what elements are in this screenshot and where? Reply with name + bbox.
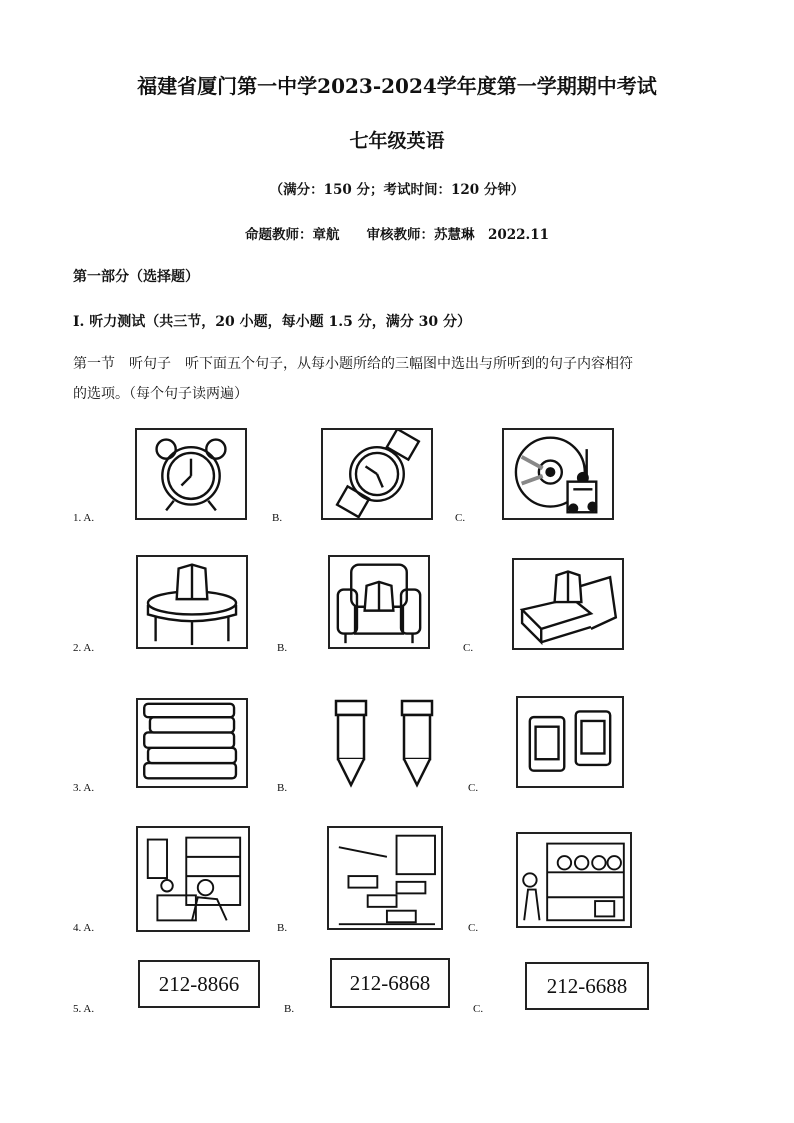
q5-label-b: B. bbox=[284, 1003, 295, 1015]
instruction-line-2: 的选项。（每个句子读两遍） bbox=[73, 386, 248, 402]
q1-label-b: B. bbox=[272, 512, 283, 524]
part-one-heading: 第一部分（选择题） bbox=[73, 269, 199, 285]
jacket-on-bed-icon[interactable] bbox=[512, 558, 624, 650]
q3-label-c: C. bbox=[468, 782, 479, 794]
q4-label-b: B. bbox=[277, 922, 288, 934]
q5-label-c: C. bbox=[473, 1003, 484, 1015]
q3-label-b: B. bbox=[277, 782, 288, 794]
exam-subject: 七年级英语 bbox=[349, 130, 445, 152]
books-stack-icon[interactable] bbox=[136, 698, 248, 788]
q3-label-a: 3. A. bbox=[73, 782, 95, 794]
phone-number-a[interactable]: 212-8866 bbox=[138, 960, 260, 1008]
instruction-line-1: 第一节 听句子 听下面五个句子，从每小题所给的三幅图中选出与所听到的句子内容相符 bbox=[73, 356, 633, 372]
wristwatch-icon[interactable] bbox=[321, 428, 433, 520]
q2-label-a: 2. A. bbox=[73, 642, 95, 654]
teachers-info: 命题教师：章航 审核教师：苏慧琳 2022.11 bbox=[244, 227, 550, 243]
q5-label-a: 5. A. bbox=[73, 1003, 95, 1015]
classroom-scene-icon[interactable] bbox=[327, 826, 443, 930]
q1-label-c: C. bbox=[455, 512, 466, 524]
instruction-text bbox=[73, 349, 733, 409]
score-time-info: （满分：150 分；考试时间：120 分钟） bbox=[269, 182, 525, 198]
alarm-clock-icon[interactable] bbox=[135, 428, 247, 520]
erasers-icon[interactable] bbox=[516, 696, 624, 788]
jacket-on-table-icon[interactable] bbox=[136, 555, 248, 649]
phone-number-c[interactable]: 212-6688 bbox=[525, 962, 649, 1010]
exam-title: 福建省厦门第一中学2023-2024学年度第一学期期中考试 bbox=[137, 74, 657, 98]
q4-label-a: 4. A. bbox=[73, 922, 95, 934]
pencils-icon[interactable] bbox=[328, 697, 440, 789]
q1-label-a: 1. A. bbox=[73, 512, 95, 524]
q4-label-c: C. bbox=[468, 922, 479, 934]
section-one-heading: Ⅰ. 听力测试（共三节，20 小题，每小题 1.5 分，满分 30 分） bbox=[73, 314, 471, 330]
phone-number-b[interactable]: 212-6868 bbox=[330, 958, 450, 1008]
jacket-on-sofa-icon[interactable] bbox=[328, 555, 430, 649]
cd-music-icon[interactable] bbox=[502, 428, 614, 520]
q2-label-b: B. bbox=[277, 642, 288, 654]
q2-label-c: C. bbox=[463, 642, 474, 654]
toy-shop-scene-icon[interactable] bbox=[516, 832, 632, 928]
library-scene-icon[interactable] bbox=[136, 826, 250, 932]
